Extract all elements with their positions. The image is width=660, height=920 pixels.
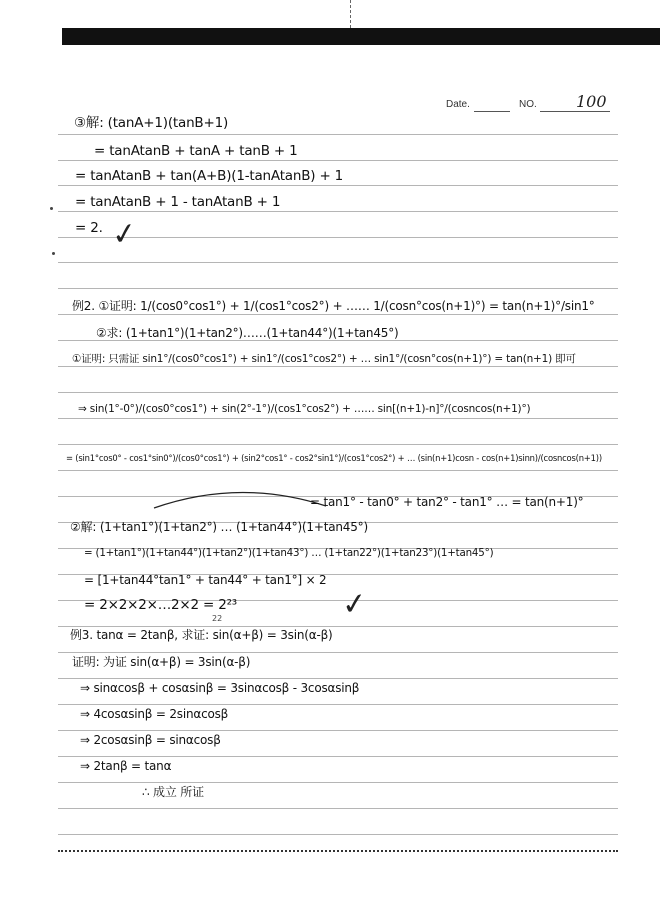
ex2-statement: 例2. ①证明: 1/(cos0°cos1°) + 1/(cos1°cos2°) + …… 1/(cosn°cos(n+1)°) = tan(n+1)°/sin1° bbox=[72, 299, 595, 313]
ruled-line bbox=[58, 134, 618, 135]
ruled-line bbox=[58, 730, 618, 731]
ruled-line bbox=[58, 211, 618, 212]
number-underline bbox=[540, 111, 610, 112]
ruled-line bbox=[58, 834, 618, 835]
ex2-proof-line-4: = tan1° - tan0° + tan2° - tan1° … = tan(n+1)° bbox=[310, 495, 584, 509]
ruled-line bbox=[58, 418, 618, 419]
ruled-line bbox=[58, 237, 618, 238]
ex3-proof-line-2: ⇒ sinαcosβ + cosαsinβ = 3sinαcosβ - 3cosαsinβ bbox=[80, 681, 360, 695]
p1-line-1: ③解: (tanA+1)(tanB+1) bbox=[74, 115, 229, 131]
bracket-arc bbox=[150, 484, 330, 514]
ruled-line bbox=[58, 626, 618, 627]
margin-dot bbox=[50, 207, 53, 210]
bottom-dotted-line bbox=[58, 850, 618, 852]
ruled-line bbox=[58, 392, 618, 393]
ruled-line bbox=[58, 704, 618, 705]
ruled-line bbox=[58, 185, 618, 186]
ruled-line bbox=[58, 808, 618, 809]
page-number: 100 bbox=[576, 92, 607, 111]
date-label: Date. bbox=[446, 99, 470, 110]
number-label: NO. bbox=[519, 99, 537, 110]
p1-line-2: = tanAtanB + tanA + tanB + 1 bbox=[94, 143, 298, 159]
ex2-proof-line-1: ①证明: 只需证 sin1°/(cos0°cos1°) + sin1°/(cos1°cos2°) + … sin1°/(cosn°cos(n+1)°) = tan(n+1) 即可 bbox=[72, 353, 576, 365]
ex2-part2-line-1: ②解: (1+tan1°)(1+tan2°) … (1+tan44°)(1+tan45°) bbox=[70, 520, 368, 534]
ruled-line bbox=[58, 470, 618, 471]
ex3-proof-line-4: ⇒ 2cosαsinβ = sinαcosβ bbox=[80, 733, 221, 747]
ruled-line bbox=[58, 678, 618, 679]
margin-dot bbox=[52, 252, 55, 255]
ex3-proof-line-3: ⇒ 4cosαsinβ = 2sinαcosβ bbox=[80, 707, 229, 721]
ex2-part2-line-3: = [1+tan44°tan1° + tan44° + tan1°] × 2 bbox=[84, 573, 327, 587]
p1-line-5: = 2. bbox=[75, 220, 103, 236]
ex3-conclusion: ∴ 成立 所证 bbox=[142, 785, 204, 799]
notebook-top-band bbox=[62, 28, 660, 45]
ex2-proof-line-3: = (sin1°cos0° - cos1°sin0°)/(cos0°cos1°) + (sin2°cos1° - cos2°sin1°)/(cos1°cos2°) + … (sin(n+1)cosn - cos(n+1)sinn)/(cosncos(n+1)) bbox=[66, 453, 602, 463]
ruled-line bbox=[58, 366, 618, 367]
check-mark: ✓ bbox=[340, 585, 369, 624]
ex2-task-2: ②求: (1+tan1°)(1+tan2°)……(1+tan44°)(1+tan45°) bbox=[96, 326, 399, 340]
p1-line-3: = tanAtanB + tan(A+B)(1-tanAtanB) + 1 bbox=[75, 168, 344, 184]
ex2-part2-line-2: = (1+tan1°)(1+tan44°)(1+tan2°)(1+tan43°) … (1+tan22°)(1+tan23°)(1+tan45°) bbox=[84, 547, 494, 559]
ruled-line bbox=[58, 340, 618, 341]
ruled-line bbox=[58, 782, 618, 783]
ruled-line bbox=[58, 314, 618, 315]
ruled-line bbox=[58, 444, 618, 445]
ex3-proof-line-1: 证明: 为证 sin(α+β) = 3sin(α-β) bbox=[72, 655, 251, 669]
ex3-statement: 例3. tanα = 2tanβ, 求证: sin(α+β) = 3sin(α-β) bbox=[70, 628, 333, 642]
check-mark: ✓ bbox=[109, 215, 140, 254]
ruled-line bbox=[58, 262, 618, 263]
ruled-line bbox=[58, 756, 618, 757]
top-tick-mark bbox=[350, 0, 352, 28]
ex3-superscript: 22 bbox=[212, 614, 223, 623]
ruled-line bbox=[58, 288, 618, 289]
date-underline bbox=[474, 111, 510, 112]
p1-line-4: = tanAtanB + 1 - tanAtanB + 1 bbox=[75, 194, 281, 210]
ex2-proof-line-2: ⇒ sin(1°-0°)/(cos0°cos1°) + sin(2°-1°)/(cos1°cos2°) + …… sin[(n+1)-n]°/(cosncos(n+1)°) bbox=[78, 403, 531, 415]
ex3-proof-line-5: ⇒ 2tanβ = tanα bbox=[80, 759, 172, 773]
ruled-line bbox=[58, 652, 618, 653]
ruled-line bbox=[58, 160, 618, 161]
ex2-part2-line-4: = 2×2×2×…2×2 = 2²³ bbox=[84, 597, 238, 613]
